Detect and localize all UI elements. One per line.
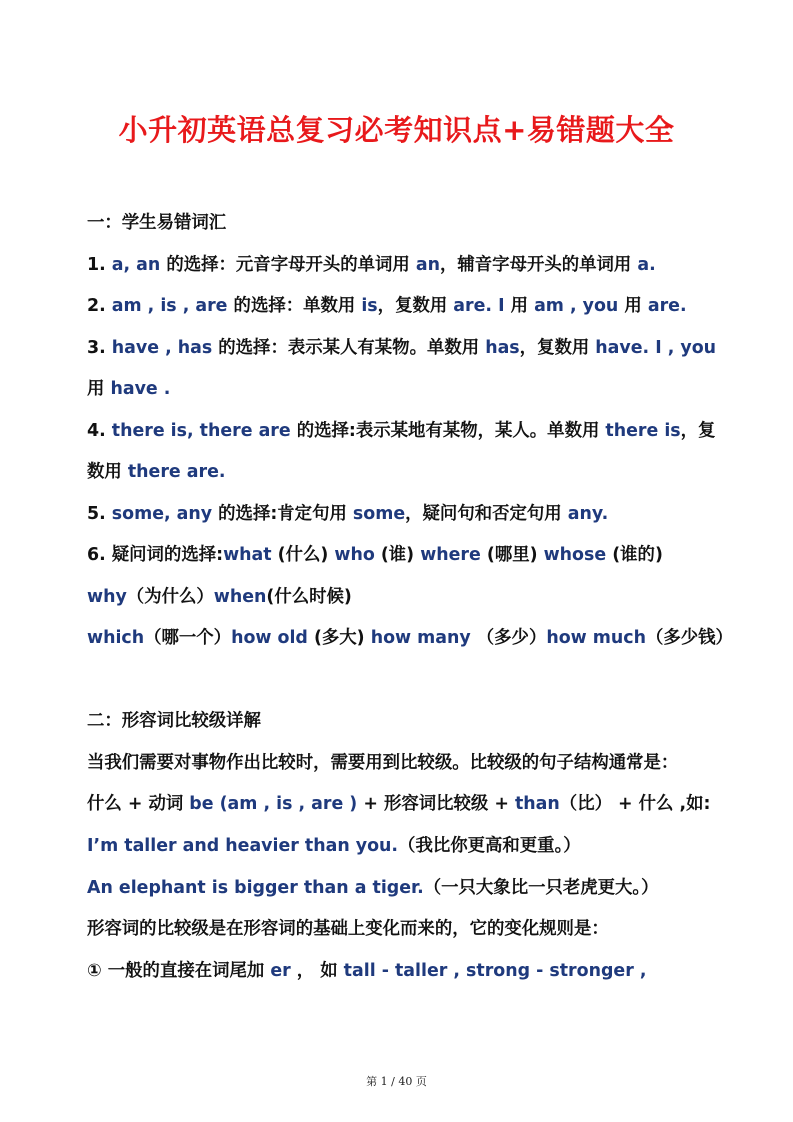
keyword: who [334,545,375,565]
text: (什么) [271,545,335,565]
text: ，疑问句和否定句用 [405,504,562,524]
keyword: there are. [121,462,226,482]
text: 数用 [87,462,122,482]
text: 用 [624,296,642,316]
section-heading-vocabulary: 一：学生易错词汇 [87,213,227,233]
text: （多少） [470,628,547,648]
rule-4-there-is-are [87,419,727,443]
keyword: have , has [105,338,219,358]
paragraph-intro: 当我们需要对事物作出比较时，需要用到比较级。比较级的句子结构通常是： [87,753,679,773]
keyword: whose [543,545,607,565]
keyword: when [213,587,267,607]
sentence-structure [87,792,727,816]
keyword: have . [104,379,171,399]
text: 的选择：元音字母开头的单词用 [166,255,410,275]
rule-3-have-has [87,336,727,360]
rule-3-continued [87,377,727,401]
keyword: has [479,338,520,358]
keyword: some [346,504,406,524]
text: (多大) [307,628,371,648]
rule-number: 3. [87,338,106,358]
rule-5-some-any [87,502,727,526]
keyword: how much [546,628,646,648]
keyword: am , is , are [105,296,234,316]
keyword: a, an [105,255,167,275]
text: (哪里) [480,545,544,565]
text: 的选择：单数用 [233,296,356,316]
keyword: are. I [447,296,511,316]
keyword: how old [231,628,308,648]
text: (谁的) [606,545,663,565]
text: 什么 + 动词 [87,794,184,814]
keyword: there is [599,421,681,441]
keyword: there is, there are [105,421,297,441]
keyword: is [355,296,378,316]
example-2 [87,876,727,900]
keyword: which [87,628,145,648]
example-english: An elephant is bigger than a tiger. [87,878,424,898]
keyword: are. [641,296,687,316]
text: ， 如 [296,961,338,981]
rule-4-continued [87,460,727,484]
example-1 [87,834,727,858]
text: 的选择：表示某人有某物。单数用 [218,338,480,358]
keyword: why [87,587,127,607]
page-number: 第 1 / 40 页 [366,1075,427,1088]
keyword: some, any [105,504,219,524]
text: （多少钱） [645,628,733,648]
text: + 形容词比较级 + [357,794,515,814]
paragraph-rules-intro: 形容词的比较级是在形容词的基础上变化而来的，它的变化规则是： [87,919,609,939]
rule-6-question-words [87,543,727,567]
keyword: have. I , you [589,338,717,358]
rule-number: 5. [87,504,106,524]
text: ，复数用 [377,296,448,316]
keyword: a. [631,255,656,275]
rule-number: 6. [87,545,106,565]
text: ，辅音字母开头的单词用 [440,255,632,275]
text: (谁) [374,545,421,565]
text: 疑问词的选择: [105,545,224,565]
text: 用 [510,296,529,316]
rule-1-a-an [87,253,727,277]
text: （比） + 什么 ,如: [559,794,711,814]
keyword: tall - taller , strong - stronger , [337,961,647,981]
section-heading-comparatives: 二：形容词比较级详解 [87,711,261,731]
text: (什么时候) [266,587,352,607]
text: （哪一个） [144,628,232,648]
keyword: how many [370,628,471,648]
text: 的选择:表示某地有某物，某人。单数用 [296,421,600,441]
keyword: any. [561,504,609,524]
keyword: an [409,255,440,275]
rule-number: 1. [87,255,106,275]
keyword: where [420,545,481,565]
document-title: 小升初英语总复习必考知识点+易错题大全 [118,113,675,147]
text: 的选择:肯定句用 [218,504,347,524]
rule-number: 4. [87,421,106,441]
text: ，复数用 [519,338,590,358]
example-english: I’m taller and heavier than you. [87,836,399,856]
example-translation: （我比你更高和更重。） [398,836,581,856]
keyword: what [223,545,272,565]
text: ① 一般的直接在词尾加 [87,961,265,981]
text: 用 [87,379,105,399]
keyword: be (am , is , are ) [183,794,358,814]
rule-er-suffix [87,959,727,983]
rule-6-continued-2 [87,626,733,650]
rule-number: 2. [87,296,106,316]
keyword: am , you [528,296,625,316]
example-translation: （一只大象比一只老虎更大。） [423,878,659,898]
rule-6-continued-1 [87,585,727,609]
keyword: than [514,794,560,814]
text: （为什么） [126,587,214,607]
keyword: er [264,961,297,981]
text: ，复 [680,421,716,441]
rule-2-am-is-are [87,294,727,318]
